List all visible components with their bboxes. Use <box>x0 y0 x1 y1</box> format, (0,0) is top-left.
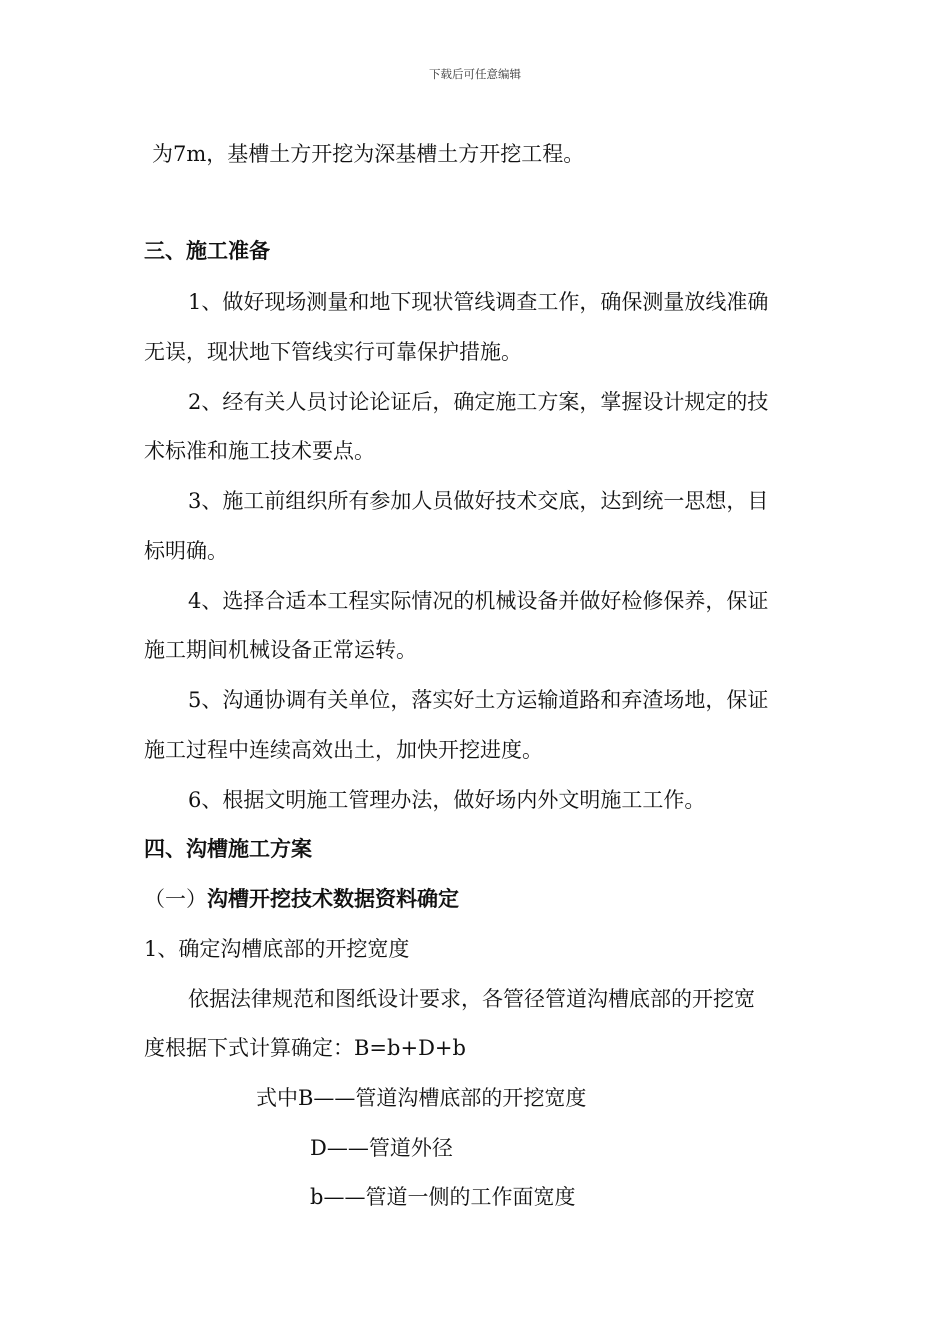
section-title-4: 四、沟槽施工方案 <box>144 837 312 861</box>
body-line: 为7m，基槽土方开挖为深基槽土方开挖工程。 <box>152 142 585 166</box>
body-line: 术标准和施工技术要点。 <box>144 439 375 463</box>
body-line: 施工期间机械设备正常运转。 <box>144 638 417 662</box>
body-line: 1、做好现场测量和地下现状管线调查工作，确保测量放线准确 <box>188 290 769 314</box>
body-line: 施工过程中连续高效出土，加快开挖进度。 <box>144 738 543 762</box>
section-title-3: 三、施工准备 <box>144 239 270 263</box>
subsection-title <box>144 885 459 913</box>
body-line: 6、根据文明施工管理办法，做好场内外文明施工工作。 <box>188 788 706 812</box>
body-line: 2、经有关人员讨论论证后，确定施工方案，掌握设计规定的技 <box>188 390 769 414</box>
page-header: 下载后可任意编辑 <box>429 67 521 81</box>
body-line: 无误，现状地下管线实行可靠保护措施。 <box>144 340 522 364</box>
subsection-text: 沟槽开挖技术数据资料确定 <box>207 887 459 911</box>
body-line: 依据法律规范和图纸设计要求，各管径管道沟槽底部的开挖宽 <box>188 987 755 1011</box>
formula-line: 式中B——管道沟槽底部的开挖宽度 <box>256 1086 587 1110</box>
body-line: 度根据下式计算确定：B=b+D+b <box>144 1036 466 1060</box>
subsection-prefix: （一） <box>144 887 207 911</box>
formula-line: b——管道一侧的工作面宽度 <box>310 1185 576 1209</box>
body-line: 标明确。 <box>144 539 228 563</box>
body-line: 3、施工前组织所有参加人员做好技术交底，达到统一思想，目 <box>188 489 769 513</box>
body-line: 4、选择合适本工程实际情况的机械设备并做好检修保养，保证 <box>188 589 769 613</box>
body-line: 5、沟通协调有关单位，落实好土方运输道路和弃渣场地，保证 <box>188 688 769 712</box>
formula-line: D——管道外径 <box>310 1136 453 1160</box>
item-title: 1、确定沟槽底部的开挖宽度 <box>144 937 410 961</box>
